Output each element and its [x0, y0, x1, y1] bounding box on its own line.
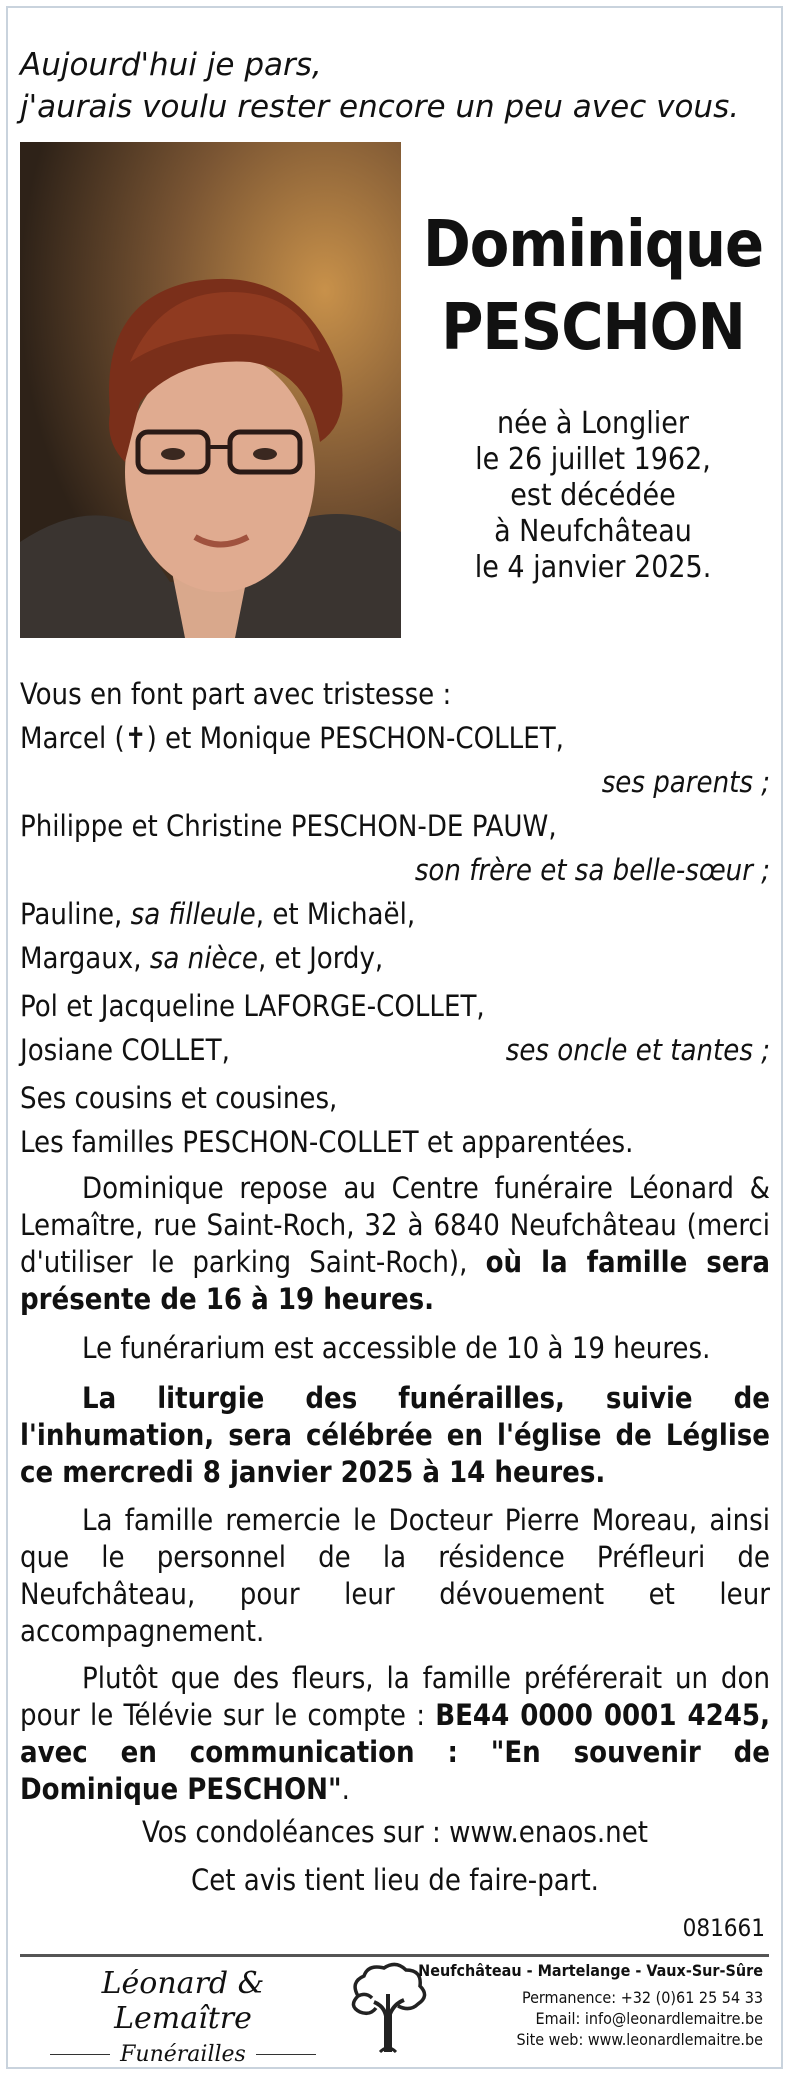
niece-role: sa nièce: [149, 941, 258, 975]
obituary-notice: [6, 6, 783, 2069]
faire-part-line: Cet avis tient lieu de faire-part.: [191, 1863, 599, 1897]
first-name: Dominique: [422, 208, 764, 282]
portrait-photo: [20, 142, 401, 638]
locations: Neufchâteau - Martelange - Vaux-Sur-Sûre: [418, 1961, 763, 1980]
donation-paragraph: [20, 1660, 770, 1808]
brand-subtitle-row: [38, 2042, 328, 2067]
bio-line: à Neufchâteau: [494, 514, 692, 549]
cousins-line: Ses cousins et cousines,: [20, 1081, 338, 1115]
brand-rule-right: [256, 2054, 316, 2055]
niece-line: [20, 940, 770, 980]
bio-line: le 4 janvier 2025.: [474, 550, 712, 585]
bio-line: née à Longlier: [497, 406, 689, 441]
niece-name: Margaux,: [20, 941, 150, 975]
brand-rule-left: [50, 2054, 110, 2055]
uncle-role: ses oncle et tantes ;: [505, 1033, 770, 1067]
reference-number: 081661: [682, 1914, 765, 1942]
portrait-illustration: [20, 142, 401, 638]
godchild-name: Pauline,: [20, 897, 131, 931]
funeral-home-contact: [418, 1960, 763, 2050]
liturgy-paragraph: La liturgie des funérailles, suivie de l'inhumation, sera célébrée en l'église de Léglise ce mercredi 8 janvier 2025 à 14 heures.: [20, 1381, 770, 1489]
aunt-name: Josiane COLLET,: [20, 1033, 230, 1067]
godchild-partner: , et Michaël,: [255, 897, 416, 931]
repose-bold: où la famille sera présente de 16 à 19 heures.: [20, 1245, 770, 1316]
brother-role: son frère et sa belle-sœur ;: [414, 853, 770, 887]
repose-text: Dominique repose au Centre funéraire Léonard & Lemaître, rue Saint-Roch, 32 à 6840 Neufchâteau (merci d'utiliser le parking Saint-Roch),: [20, 1171, 770, 1279]
quote-line-1: Aujourd'hui je pars,: [20, 47, 322, 83]
quote-line-2: j'aurais voulu rester encore un peu avec vous.: [20, 89, 740, 125]
repose-paragraph: [20, 1170, 770, 1318]
donation-end: .: [341, 1772, 350, 1806]
uncle-names: Pol et Jacqueline LAFORGE-COLLET,: [20, 989, 485, 1023]
funeral-home-brand: [38, 1966, 328, 2067]
opening-quote: [20, 44, 739, 128]
thanks-paragraph: La famille remercie le Docteur Pierre Moreau, ainsi que le personnel de la résidence Préfleuri de Neufchâteau, pour leur dévouement et leur accompagnement.: [20, 1503, 770, 1648]
parents-role: ses parents ;: [601, 765, 770, 799]
parents-names: Marcel (✝) et Monique PESCHON-COLLET,: [20, 721, 564, 755]
brother-names: Philippe et Christine PESCHON-DE PAUW,: [20, 809, 557, 843]
aunt-line: [20, 1032, 770, 1072]
phone: Permanence: +32 (0)61 25 54 33: [521, 1988, 763, 2007]
donation-bold: BE44 0000 0001 4245, avec en communication : "En souvenir de Dominique PESCHON": [20, 1698, 771, 1806]
funerarium-paragraph: Le funérarium est accessible de 10 à 19 heures.: [82, 1331, 711, 1365]
niece-partner: , et Jordy,: [257, 941, 384, 975]
website: Site web: www.leonardlemaitre.be: [516, 2030, 763, 2049]
footer-divider: [20, 1954, 769, 1957]
godchild-line: [20, 896, 770, 936]
brand-name: Léonard & Lemaître: [101, 1966, 265, 2036]
email: Email: info@leonardlemaitre.be: [535, 2009, 763, 2028]
godchild-role: sa filleule: [130, 897, 256, 931]
family-intro: Vous en font part avec tristesse :: [20, 677, 452, 711]
condolences-line: Vos condoléances sur : www.enaos.net: [142, 1815, 648, 1849]
donation-text: Plutôt que des fleurs, la famille préférerait un don pour le Télévie sur le compte :: [20, 1661, 770, 1732]
families-line: Les familles PESCHON-COLLET et apparentées.: [20, 1125, 634, 1159]
brand-subtitle: Funérailles: [120, 2042, 246, 2067]
last-name: PESCHON: [441, 291, 745, 365]
birth-death-info: [428, 406, 758, 586]
bio-line: le 26 juillet 1962,: [475, 442, 711, 477]
bio-line: est décédée: [510, 478, 676, 513]
